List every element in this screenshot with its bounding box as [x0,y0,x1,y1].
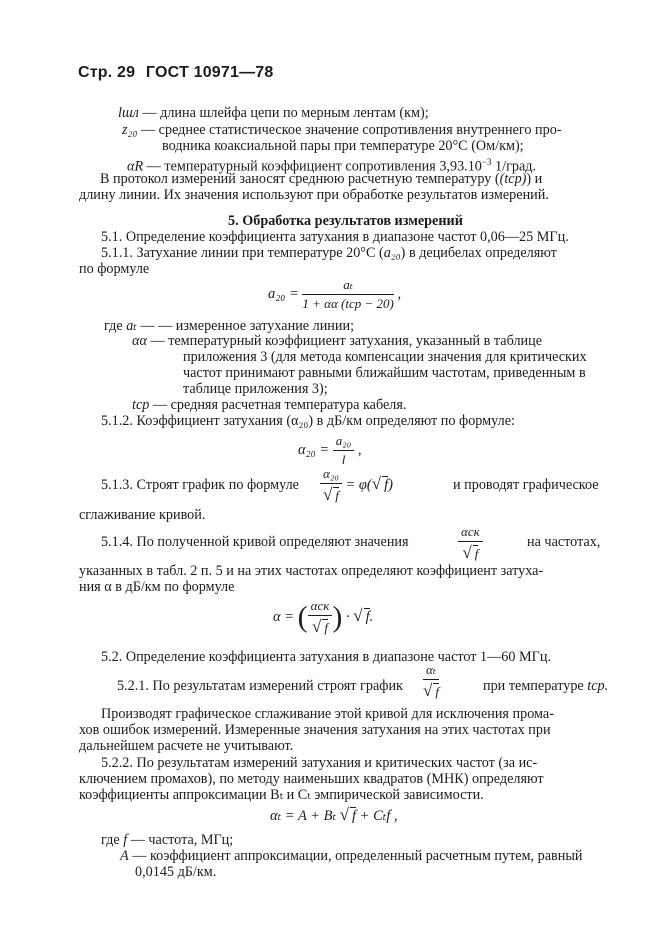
symbol-tcp: (tср) [499,171,527,187]
where-1-aa-1: — температурный коэффициент затухания, указанный в таблице [150,333,543,349]
formula-6-fraction [423,662,439,701]
where-1-tcp-text: — средняя расчетная температура кабеля. [152,397,407,413]
where-1-aa-4: таблице приложения 3); [183,381,328,397]
where-2-a-text: — коэффициент аппроксимации, определенный расчетным путем, равный [132,848,583,864]
formula-7-tail: + Cₜf , [359,808,398,824]
def-z20-cont: водника коаксиальной пары при температуре 20°С (Ом/км); [162,138,524,154]
section-5-2: 5.2. Определение коэффициента затухания в диапазоне частот 1—60 МГц. [101,649,552,665]
formula-3-phi: = φ( [345,476,372,493]
page-number: Стр. 29 [78,64,136,81]
formula-alpha: α = ( αск √ f ) · √ f. [273,598,374,636]
section-5-2-1-p1: Производят графическое сглаживание этой кривой для исключения прома- [101,706,554,722]
where-2-f-text: — частота, МГц; [130,832,234,848]
where-2-f [101,832,233,849]
symbol-tcp-3: tср. [587,678,609,694]
symbol-alpha-r: αR [127,158,144,175]
symbol-f: f [123,832,128,848]
section-5-1-1 [101,245,557,262]
section-5-2-1-p3: дальнейшем расчете не учитывают. [79,738,294,754]
formula-attenuation-20: a₂₀ = aₜ 1 + αα (tср − 20) , [268,277,402,311]
formula-3-fraction [320,466,342,505]
where-1-aa-3: частот принимают равными ближайшим частотам, приведенным в [183,365,586,381]
symbol-l-shl: lшл [118,105,139,121]
formula-graph-2 [423,662,439,701]
symbol-alpha-a: αα [132,333,147,349]
where-1-at-text: — — измеренное затухание линии; [140,318,355,334]
where-1-alpha-a [132,333,542,350]
formula-alpha-ck-fraction [458,524,483,563]
formula-5-sqrt-arg: f [324,620,328,635]
protocol-line-1-b: ) и [526,171,543,187]
section-5-2-2-3: коэффициенты аппроксимации Bₜ и Cₜ эмпирической зависимости. [79,787,484,803]
formula-7-sqrt-f: f [352,808,357,824]
section-5-2-1-p2: хов ошибок измерений. Измеренные значения затухания на этих частотах при [79,722,551,738]
formula-5-sqrt-f: f [365,608,370,625]
where-1-intro: где [104,318,123,334]
protocol-line-2: длину линии. Их значения используют при обработке результатов измерений. [79,187,549,203]
section-5-1: 5.1. Определение коэффициента затухания в диапазоне частот 0,06—25 МГц. [101,229,569,245]
formula-1-fraction [302,277,393,312]
section-5-2-1-a: 5.2.1. По результатам измерений строят график [117,678,403,694]
symbol-tcp-2: tср [132,397,150,413]
formula-1-lhs: a₂₀ = [268,285,299,302]
formula-1-numerator: aₜ [302,277,393,295]
section-5-1-2: 5.1.2. Коэффициент затухания (α₂₀) в дБ/км определяют по формуле: [101,413,515,429]
symbol-A: A [120,848,129,864]
formula-alpha-20: α₂₀ = $\frac{\text{a₂₀}}{l}$ , [298,433,362,467]
formula-3-denominator: √ f [322,485,339,504]
symbol-z20: z₂₀ [122,122,138,138]
section-5-1-3-c: сглаживание кривой. [79,507,206,523]
formula-4-numerator: αск [458,524,483,542]
formula-graph-1: $\frac{\text{α₂₀}}{√ f}$ = φ(√ f) [320,466,393,505]
formula-1-denominator: 1 + αα (tср − 20) [302,296,394,311]
section-5-1-4-c: указанных в табл. 2 п. 5 и на этих частотах определяют коэффициент затуха- [79,563,544,579]
formula-2-fraction [333,433,355,468]
formula-7-lhs: αₜ = A + Bₜ [270,808,337,824]
def-z20-text-a: — среднее статистическое значение сопротивления внутреннего про- [140,122,562,138]
formula-3-sqrt-f: f [384,476,389,493]
def-l-shl [118,105,429,122]
where-1-tcp [132,397,406,414]
section-5-2-2-2: ключением промахов), по методу наименьших квадратов (МНК) определяют [79,771,544,787]
formula-6-sqrt-arg: f [435,684,439,699]
section-5-1-1-a: 5.1.1. Затухание линии при температуре 20°С ( [101,245,384,261]
def-alpha-r-text: — температурный коэффициент сопротивления 3,93.10 [146,158,482,175]
section-5-2-1-b-text: при температуре [483,678,584,694]
symbol-a20: a₂₀ [383,245,401,261]
formula-5-denominator: √ f [312,617,328,636]
formula-4-fraction [458,524,483,563]
standard-number: ГОСТ 10971—78 [145,64,274,81]
section-5-2-2-1: 5.2.2. По результатам измерений затухания и критических частот (за ис- [101,755,538,771]
formula-3-sqrt-arg: f [335,488,339,503]
protocol-line-1 [100,171,542,188]
formula-4-denominator: √ f [462,543,479,562]
def-alpha-r-unit: 1/град. [491,158,537,175]
formula-5-numerator: αск [308,598,333,616]
section-5-1-4-d: ния α в дБ/км по формуле [79,579,235,595]
section-5-1-4-b: на частотах, [527,534,601,550]
section-5-2-1-b [483,678,608,695]
formula-4-sqrt-arg: f [474,546,479,561]
formula-6-denominator: √ f [423,681,439,700]
where-2-a [120,848,582,865]
formula-5-lhs: α = [273,608,295,625]
protocol-line-1-a: В протокол измерений заносят среднюю расчетную температуру ( [100,171,500,187]
page-header [78,64,280,82]
formula-3-numerator: α₂₀ [320,466,342,484]
where-1-aa-2: приложения 3 (для метода компенсации значения для критических [183,349,587,365]
where-2-a-2: 0,0145 дБ/км. [135,864,217,880]
formula-6-numerator: αₜ [423,662,439,680]
formula-2-lhs: α₂₀ = [298,441,330,458]
section-5-1-1-c: по формуле [79,261,150,277]
section-5-1-4-a: 5.1.4. По полученной кривой определяют значения [101,534,409,550]
formula-approximation: αₜ = A + Bₜ √ f + Cₜf , [270,805,398,824]
section-5-1-1-b: ) в децибелах определяют [400,245,557,261]
def-l-shl-text: — длина шлейфа цепи по мерным лентам (км); [142,105,429,121]
def-alpha-r-exp: −3 [481,157,492,167]
section-5-1-3-b: и проводят графическое [453,477,599,493]
formula-2-numerator: a₂₀ [333,433,355,451]
where-2-intro: где [101,832,120,848]
section-5-title: 5. Обработка результатов измерений [228,213,463,229]
section-5-1-3-a: 5.1.3. Строят график по формуле [101,477,299,493]
def-z20 [122,122,562,139]
symbol-at: aₜ [126,318,137,334]
formula-2-denominator: l [341,452,346,467]
formula-5-fraction [308,598,333,637]
